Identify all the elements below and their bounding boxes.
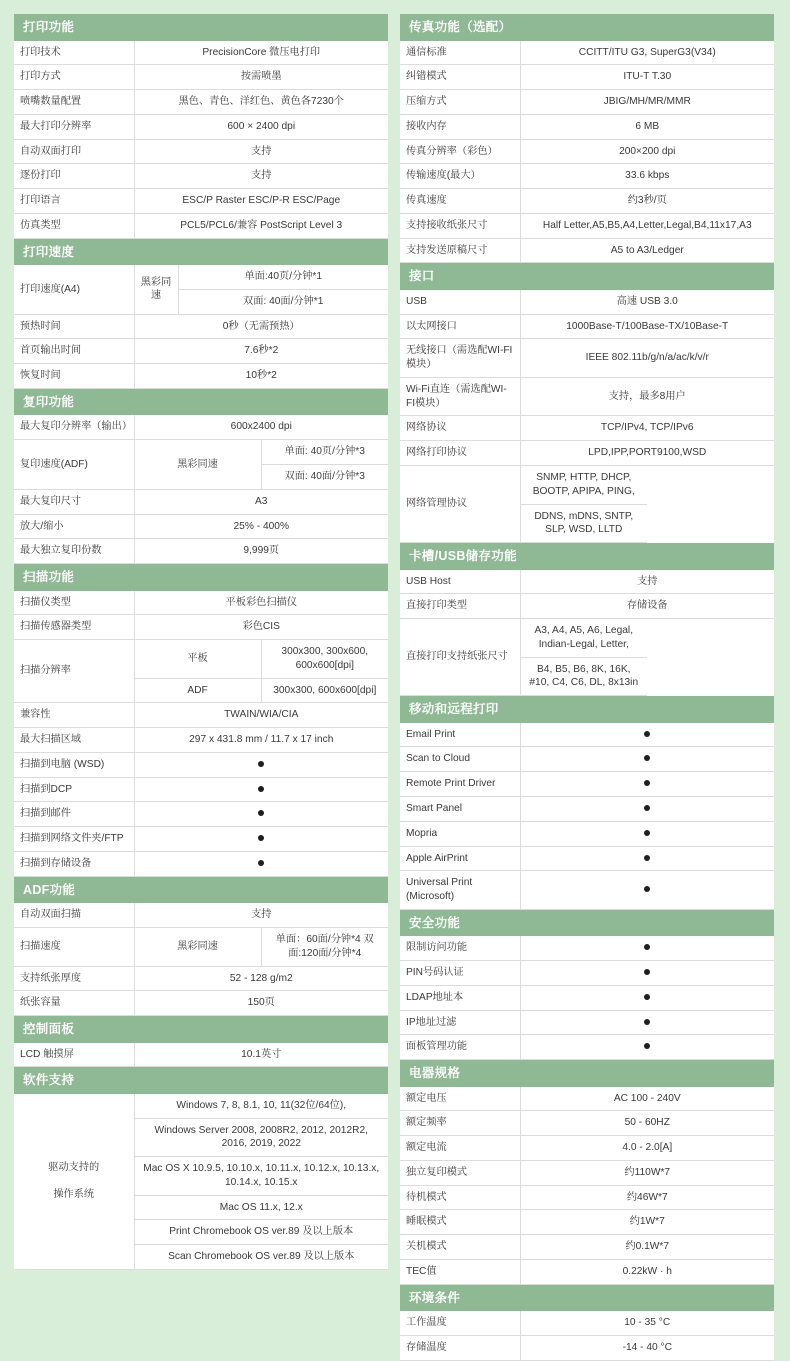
table-row [400, 238, 774, 263]
section-header: 接口 [400, 263, 774, 290]
row-value: 约3秒/页 [520, 189, 774, 214]
row-label: USB [400, 290, 520, 314]
table-row [400, 871, 774, 910]
row-value: 10 - 35 °C [520, 1311, 774, 1335]
row-value: 600 × 2400 dpi [134, 114, 388, 139]
row-value: LPD,IPP,PORT9100,WSD [520, 441, 774, 466]
row-value: 25% - 400% [134, 514, 388, 539]
table-row [14, 514, 388, 539]
row-value: TWAIN/WIA/CIA [134, 703, 388, 728]
bullet-icon [644, 780, 650, 786]
table-row [400, 1185, 774, 1210]
row-label: 最大打印分辨率 [14, 114, 134, 139]
section-header: 卡槽/USB储存功能 [400, 543, 774, 570]
row-label: 扫描到电脑 (WSD) [14, 752, 134, 777]
table-row [400, 314, 774, 339]
bullet-icon [644, 805, 650, 811]
row-label: 扫描传感器类型 [14, 615, 134, 640]
row-label: 打印速度(A4) [14, 265, 134, 314]
table-row [400, 1111, 774, 1136]
row-label: 传输速度(最大） [400, 164, 520, 189]
spec-table [400, 1311, 774, 1361]
row-label: 扫描到网络文件夹/FTP [14, 827, 134, 852]
row-label: 存储温度 [400, 1336, 520, 1361]
table-row [14, 851, 388, 876]
row-label: 扫描分辨率 [14, 640, 134, 703]
row-value: 约110W*7 [520, 1160, 774, 1185]
feature-supported-bullet [520, 723, 774, 747]
row-value: 约0.1W*7 [520, 1235, 774, 1260]
feature-supported-bullet [134, 752, 388, 777]
row-label: 扫描速度 [14, 928, 134, 967]
row-value: 支持，最多8用户 [520, 377, 774, 416]
row-value: DDNS, mDNS, SNTP, SLP, WSD, LLTD [520, 504, 647, 543]
table-row [400, 985, 774, 1010]
spec-table [14, 41, 388, 239]
row-value: 297 x 431.8 mm / 11.7 x 17 inch [134, 728, 388, 753]
row-label: 关机模式 [400, 1235, 520, 1260]
row-label: 网络管理协议 [400, 466, 520, 543]
row-value: 彩色CIS [134, 615, 388, 640]
table-row [14, 440, 388, 465]
row-label: 网络协议 [400, 416, 520, 441]
bullet-icon [644, 855, 650, 861]
table-row [14, 41, 388, 65]
row-value: 双面: 40面/分钟*3 [261, 464, 388, 489]
row-value: Windows 7, 8, 8.1, 10, 11(32位/64位), [134, 1094, 388, 1118]
section-header: 打印速度 [14, 239, 388, 266]
table-row [400, 1210, 774, 1235]
row-label: 无线接口（需选配WI-FI模块） [400, 339, 520, 378]
row-value: 支持 [134, 903, 388, 927]
table-row [400, 441, 774, 466]
row-value: 50 - 60HZ [520, 1111, 774, 1136]
row-value: Mac OS X 10.9.5, 10.10.x, 10.11.x, 10.12.x, 10.13.x, 10.14.x, 10.15.x [134, 1157, 388, 1196]
row-value: ESC/P Raster ESC/P-R ESC/Page [134, 189, 388, 214]
table-row [400, 41, 774, 65]
table-row [14, 928, 388, 967]
spec-table [400, 41, 774, 264]
spec-table [14, 415, 388, 564]
bullet-icon [644, 944, 650, 950]
row-label: 传真分辨率（彩色） [400, 139, 520, 164]
section-header: 控制面板 [14, 1016, 388, 1043]
row-value: 10.1英寸 [134, 1043, 388, 1067]
row-label: 直接打印支持纸张尺寸 [400, 619, 520, 696]
table-row [400, 466, 774, 505]
table-row [400, 936, 774, 960]
table-row [400, 290, 774, 314]
row-label: 打印语言 [14, 189, 134, 214]
spec-table [400, 936, 774, 1060]
row-value: 300x300, 300x600, 600x600[dpi] [261, 640, 388, 679]
bullet-icon [644, 755, 650, 761]
spec-table [14, 591, 388, 877]
row-label: PIN号码认证 [400, 961, 520, 986]
row-value: 单面:40页/分钟*1 [178, 265, 388, 289]
row-label: Remote Print Driver [400, 772, 520, 797]
feature-supported-bullet [520, 961, 774, 986]
table-row [400, 1235, 774, 1260]
row-label: 工作温度 [400, 1311, 520, 1335]
row-label: 仿真类型 [14, 213, 134, 238]
table-row [400, 416, 774, 441]
table-row [400, 619, 774, 658]
section-header: 电器规格 [400, 1060, 774, 1087]
table-row [400, 821, 774, 846]
table-row [400, 189, 774, 214]
feature-supported-bullet [520, 1035, 774, 1060]
row-value: 黑色、青色、洋红色、黄色各7230个 [134, 90, 388, 115]
row-label: Universal Print (Microsoft) [400, 871, 520, 910]
table-row [400, 65, 774, 90]
row-label: LCD 触摸屏 [14, 1043, 134, 1067]
table-row [400, 90, 774, 115]
row-label: Scan to Cloud [400, 747, 520, 772]
row-value: Scan Chromebook OS ver.89 及以上版本 [134, 1245, 388, 1270]
row-label: 以太网接口 [400, 314, 520, 339]
row-value: 单面: 40页/分钟*3 [261, 440, 388, 465]
feature-supported-bullet [134, 851, 388, 876]
section-header: 传真功能（选配） [400, 14, 774, 41]
table-row [400, 114, 774, 139]
row-label: 驱动支持的 操作系统 [14, 1094, 134, 1270]
table-row [400, 1136, 774, 1161]
row-value: 150页 [134, 991, 388, 1016]
feature-supported-bullet [520, 1010, 774, 1035]
row-label: 额定频率 [400, 1111, 520, 1136]
row-value: 9,999页 [134, 539, 388, 564]
row-value: AC 100 - 240V [520, 1087, 774, 1111]
row-value: SNMP, HTTP, DHCP, BOOTP, APIPA, PING, [520, 466, 647, 505]
row-value: 33.6 kbps [520, 164, 774, 189]
row-value: 0秒（无需预热） [134, 314, 388, 339]
row-value: 存储设备 [520, 594, 774, 619]
table-row [400, 1336, 774, 1361]
table-row [14, 1094, 388, 1118]
row-label: 预热时间 [14, 314, 134, 339]
section-header: 软件支持 [14, 1067, 388, 1094]
bullet-icon [644, 731, 650, 737]
feature-supported-bullet [520, 747, 774, 772]
row-sublabel: 黑彩同速 [134, 440, 261, 490]
bullet-icon [644, 1043, 650, 1049]
table-row [14, 65, 388, 90]
table-row [14, 139, 388, 164]
table-row [14, 213, 388, 238]
section-header: 复印功能 [14, 389, 388, 416]
table-row [14, 966, 388, 991]
table-row [400, 1087, 774, 1111]
feature-supported-bullet [134, 827, 388, 852]
row-value: TCP/IPv4, TCP/IPv6 [520, 416, 774, 441]
row-value: A5 to A3/Ledger [520, 238, 774, 263]
bullet-icon [258, 810, 264, 816]
row-label: Email Print [400, 723, 520, 747]
bullet-icon [644, 969, 650, 975]
row-value: PCL5/PCL6/兼容 PostScript Level 3 [134, 213, 388, 238]
row-value: 0.22kW · h [520, 1259, 774, 1284]
row-value: 约46W*7 [520, 1185, 774, 1210]
row-label: IP地址过滤 [400, 1010, 520, 1035]
spec-table [400, 290, 774, 543]
row-sublabel: 黑彩同速 [134, 928, 261, 967]
row-value: 按需喷墨 [134, 65, 388, 90]
row-label: 放大/缩小 [14, 514, 134, 539]
row-label: 接收内存 [400, 114, 520, 139]
row-label: 纠错模式 [400, 65, 520, 90]
row-value: 平板彩色扫描仪 [134, 591, 388, 615]
row-label: 压缩方式 [400, 90, 520, 115]
row-value: 4.0 - 2.0[A] [520, 1136, 774, 1161]
table-row [14, 314, 388, 339]
row-label: 打印技术 [14, 41, 134, 65]
row-label: TEC值 [400, 1259, 520, 1284]
table-row [14, 615, 388, 640]
row-value: 7.6秒*2 [134, 339, 388, 364]
feature-supported-bullet [520, 871, 774, 910]
row-value: Windows Server 2008, 2008R2, 2012, 2012R2, 2016, 2019, 2022 [134, 1118, 388, 1157]
row-label: 睡眠模式 [400, 1210, 520, 1235]
feature-supported-bullet [134, 777, 388, 802]
table-row [14, 827, 388, 852]
row-value: Mac OS 11.x, 12.x [134, 1195, 388, 1220]
row-value: IEEE 802.11b/g/n/a/ac/k/v/r [520, 339, 774, 378]
row-label: 打印方式 [14, 65, 134, 90]
table-row [14, 903, 388, 927]
row-value: B4, B5, B6, 8K, 16K, #10, C4, C6, DL, 8x13in [520, 657, 647, 696]
table-row [400, 796, 774, 821]
row-value: 支持 [134, 139, 388, 164]
row-value: 高速 USB 3.0 [520, 290, 774, 314]
row-label: 喷嘴数量配置 [14, 90, 134, 115]
feature-supported-bullet [520, 772, 774, 797]
bullet-icon [258, 835, 264, 841]
row-label: 支持接收纸张尺寸 [400, 213, 520, 238]
row-value: PrecisionCore 微压电打印 [134, 41, 388, 65]
table-row [14, 591, 388, 615]
table-row [400, 723, 774, 747]
row-label: 逐份打印 [14, 164, 134, 189]
feature-supported-bullet [134, 802, 388, 827]
table-row [400, 377, 774, 416]
right-column [400, 14, 774, 1354]
table-row [14, 640, 388, 679]
row-label: 最大扫描区域 [14, 728, 134, 753]
table-row [14, 991, 388, 1016]
row-value: A3 [134, 489, 388, 514]
row-value: -14 - 40 °C [520, 1336, 774, 1361]
feature-supported-bullet [520, 846, 774, 871]
table-row [400, 846, 774, 871]
section-header: 移动和远程打印 [400, 696, 774, 723]
row-label: Apple AirPrint [400, 846, 520, 871]
row-label: 支持发送原稿尺寸 [400, 238, 520, 263]
row-value: JBIG/MH/MR/MMR [520, 90, 774, 115]
table-row [400, 339, 774, 378]
section-header: 环境条件 [400, 1285, 774, 1312]
feature-supported-bullet [520, 821, 774, 846]
table-row [400, 1160, 774, 1185]
table-row [14, 90, 388, 115]
row-label: 恢复时间 [14, 364, 134, 389]
feature-supported-bullet [520, 985, 774, 1010]
row-label: 面板管理功能 [400, 1035, 520, 1060]
row-value: A3, A4, A5, A6, Legal, Indian-Legal, Letter, [520, 619, 647, 658]
section-header: ADF功能 [14, 877, 388, 904]
table-row [14, 752, 388, 777]
section-header: 安全功能 [400, 910, 774, 937]
row-label: 扫描仪类型 [14, 591, 134, 615]
table-row [14, 265, 388, 289]
table-row [400, 772, 774, 797]
table-row [14, 539, 388, 564]
row-label: Wi-Fi直连（需选配WI-FI模块） [400, 377, 520, 416]
bullet-icon [258, 761, 264, 767]
row-value: 1000Base-T/100Base-TX/10Base-T [520, 314, 774, 339]
bullet-icon [258, 786, 264, 792]
table-row [14, 164, 388, 189]
table-row [14, 489, 388, 514]
table-row [14, 415, 388, 439]
spec-table [14, 1043, 388, 1068]
row-value: 单面：60面/分钟*4 双面:120面/分钟*4 [261, 928, 388, 967]
row-value: 52 - 128 g/m2 [134, 966, 388, 991]
table-row [14, 364, 388, 389]
row-label: 限制访问功能 [400, 936, 520, 960]
row-label: 传真速度 [400, 189, 520, 214]
row-label: Smart Panel [400, 796, 520, 821]
spec-table [14, 265, 388, 389]
feature-supported-bullet [520, 936, 774, 960]
row-value: 200×200 dpi [520, 139, 774, 164]
table-row [400, 213, 774, 238]
table-row [14, 189, 388, 214]
spec-table [14, 1094, 388, 1270]
table-row [14, 777, 388, 802]
table-row [14, 703, 388, 728]
row-label: 复印速度(ADF) [14, 440, 134, 490]
table-row [14, 1043, 388, 1067]
row-label: Mopria [400, 821, 520, 846]
row-label: 自动双面打印 [14, 139, 134, 164]
row-value: Half Letter,A5,B5,A4,Letter,Legal,B4,11x17,A3 [520, 213, 774, 238]
bullet-icon [644, 1019, 650, 1025]
row-label: 通信标准 [400, 41, 520, 65]
row-value: 600x2400 dpi [134, 415, 388, 439]
table-row [400, 961, 774, 986]
table-row [400, 570, 774, 594]
table-row [14, 728, 388, 753]
row-label: 兼容性 [14, 703, 134, 728]
row-label: 独立复印模式 [400, 1160, 520, 1185]
spec-table [400, 570, 774, 697]
row-label: LDAP地址本 [400, 985, 520, 1010]
table-row [400, 164, 774, 189]
table-row [400, 1259, 774, 1284]
table-row [400, 1035, 774, 1060]
row-label: USB Host [400, 570, 520, 594]
spec-table [400, 1087, 774, 1285]
section-header: 打印功能 [14, 14, 388, 41]
row-label: 最大复印分辨率（输出） [14, 415, 134, 439]
row-label: 首页输出时间 [14, 339, 134, 364]
row-sublabel: 平板 [134, 640, 261, 679]
table-row [400, 1010, 774, 1035]
bullet-icon [644, 994, 650, 1000]
table-row [400, 1311, 774, 1335]
row-value: ITU-T T.30 [520, 65, 774, 90]
row-label: 扫描到存储设备 [14, 851, 134, 876]
row-label: 扫描到邮件 [14, 802, 134, 827]
row-label: 自动双面扫描 [14, 903, 134, 927]
spec-table [14, 903, 388, 1016]
row-sublabel: 黑彩同速 [134, 265, 178, 314]
row-label: 待机模式 [400, 1185, 520, 1210]
row-value: CCITT/ITU G3, SuperG3(V34) [520, 41, 774, 65]
row-label: 最大复印尺寸 [14, 489, 134, 514]
row-label: 纸张容量 [14, 991, 134, 1016]
table-row [14, 339, 388, 364]
row-label: 网络打印协议 [400, 441, 520, 466]
row-value: 6 MB [520, 114, 774, 139]
row-label: 扫描到DCP [14, 777, 134, 802]
bullet-icon [258, 860, 264, 866]
row-label: 最大独立复印份数 [14, 539, 134, 564]
row-value: 支持 [134, 164, 388, 189]
row-sublabel: ADF [134, 678, 261, 703]
spec-table [400, 723, 774, 910]
row-value: 约1W*7 [520, 1210, 774, 1235]
table-row [400, 594, 774, 619]
table-row [400, 747, 774, 772]
row-label: 额定电压 [400, 1087, 520, 1111]
left-column [14, 14, 388, 1263]
bullet-icon [644, 830, 650, 836]
row-value: 300x300, 600x600[dpi] [261, 678, 388, 703]
feature-supported-bullet [520, 796, 774, 821]
row-label: 支持纸张厚度 [14, 966, 134, 991]
row-value: Print Chromebook OS ver.89 及以上版本 [134, 1220, 388, 1245]
row-value: 支持 [520, 570, 774, 594]
table-row [14, 802, 388, 827]
table-row [400, 139, 774, 164]
table-row [14, 114, 388, 139]
row-value: 双面: 40面/分钟*1 [178, 289, 388, 314]
bullet-icon [644, 886, 650, 892]
row-label: 额定电流 [400, 1136, 520, 1161]
row-label: 直接打印类型 [400, 594, 520, 619]
row-value: 10秒*2 [134, 364, 388, 389]
section-header: 扫描功能 [14, 564, 388, 591]
